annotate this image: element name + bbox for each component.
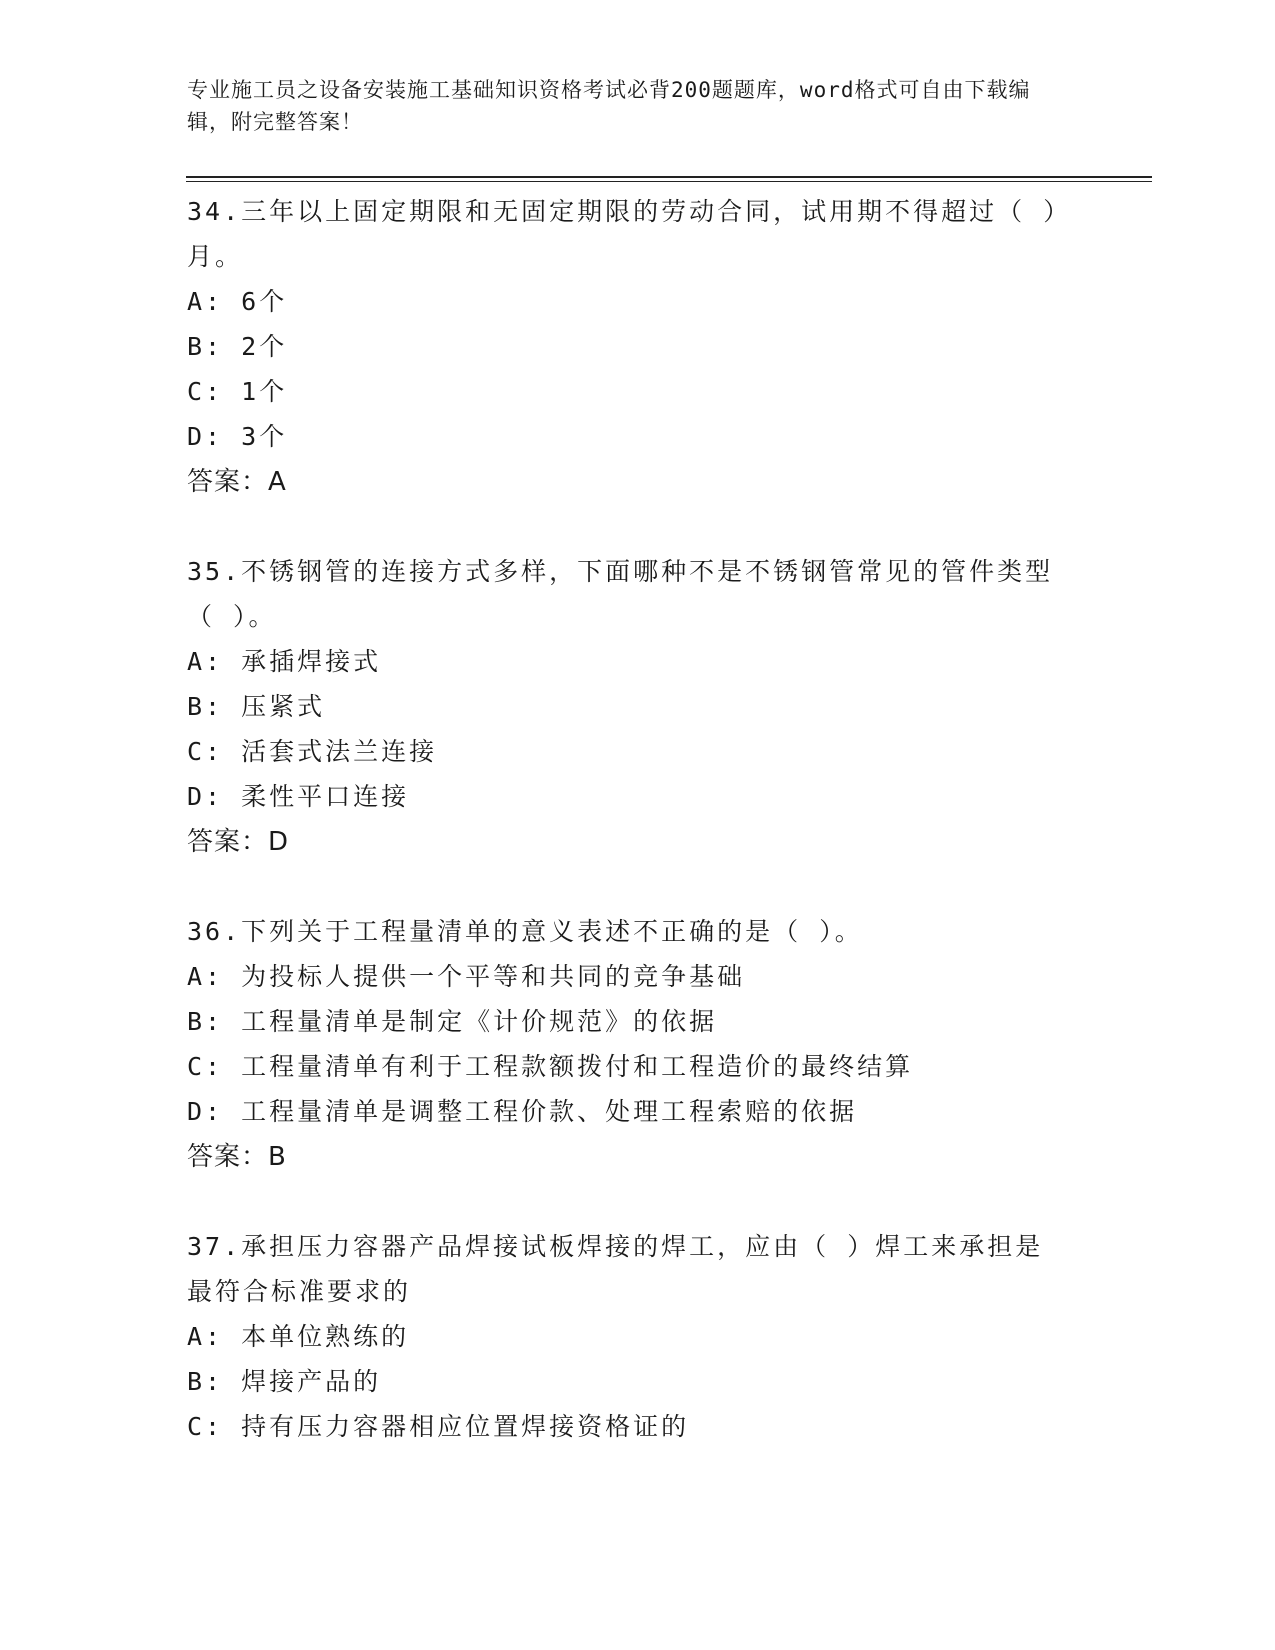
- option-a: A: 承插焊接式: [187, 647, 382, 676]
- option-d: D: 3个: [187, 422, 288, 451]
- option-c: C: 活套式法兰连接: [187, 737, 438, 766]
- option-b: B: 焊接产品的: [187, 1367, 382, 1396]
- answer-label: 答案：A: [187, 467, 287, 497]
- option-b: B: 工程量清单是制定《计价规范》的依据: [187, 1007, 718, 1036]
- option-d: D: 柔性平口连接: [187, 782, 410, 811]
- question-36: [187, 909, 1087, 1180]
- option-b: B: 压紧式: [187, 692, 326, 721]
- question-spacer: [187, 865, 1087, 909]
- option-b: B: 2个: [187, 332, 288, 361]
- question-stem: 35.不锈钢管的连接方式多样，下面哪种不是不锈钢管常见的管件类型（ ）。: [187, 557, 1054, 631]
- option-a: A: 6个: [187, 287, 288, 316]
- option-a: A: 本单位熟练的: [187, 1322, 410, 1351]
- option-c: C: 工程量清单有利于工程款额拨付和工程造价的最终结算: [187, 1052, 914, 1081]
- option-c: C: 1个: [187, 377, 288, 406]
- option-a: A: 为投标人提供一个平等和共同的竞争基础: [187, 962, 746, 991]
- question-37: [187, 1224, 1087, 1449]
- header-divider-top: [186, 176, 1152, 178]
- question-spacer: [187, 1180, 1087, 1224]
- question-35: [187, 549, 1087, 865]
- question-stem: 34.三年以上固定期限和无固定期限的劳动合同，试用期不得超过（ ）月。: [187, 197, 1059, 271]
- question-spacer: [187, 505, 1087, 549]
- option-c: C: 持有压力容器相应位置焊接资格证的: [187, 1412, 690, 1441]
- answer-label: 答案：B: [187, 1142, 287, 1172]
- question-34: [187, 189, 1087, 505]
- document-header: 专业施工员之设备安装施工基础知识资格考试必背200题题库，word格式可自由下载编辑，附完整答案！: [187, 78, 1031, 134]
- header-divider-bottom: [186, 181, 1152, 182]
- option-d: D: 工程量清单是调整工程价款、处理工程索赔的依据: [187, 1097, 858, 1126]
- answer-label: 答案：D: [187, 827, 290, 857]
- question-stem: 36.下列关于工程量清单的意义表述不正确的是（ ）。: [187, 917, 863, 946]
- question-stem: 37.承担压力容器产品焊接试板焊接的焊工，应由（ ）焊工来承担是最符合标准要求的: [187, 1232, 1044, 1306]
- question-list: [187, 189, 1087, 1449]
